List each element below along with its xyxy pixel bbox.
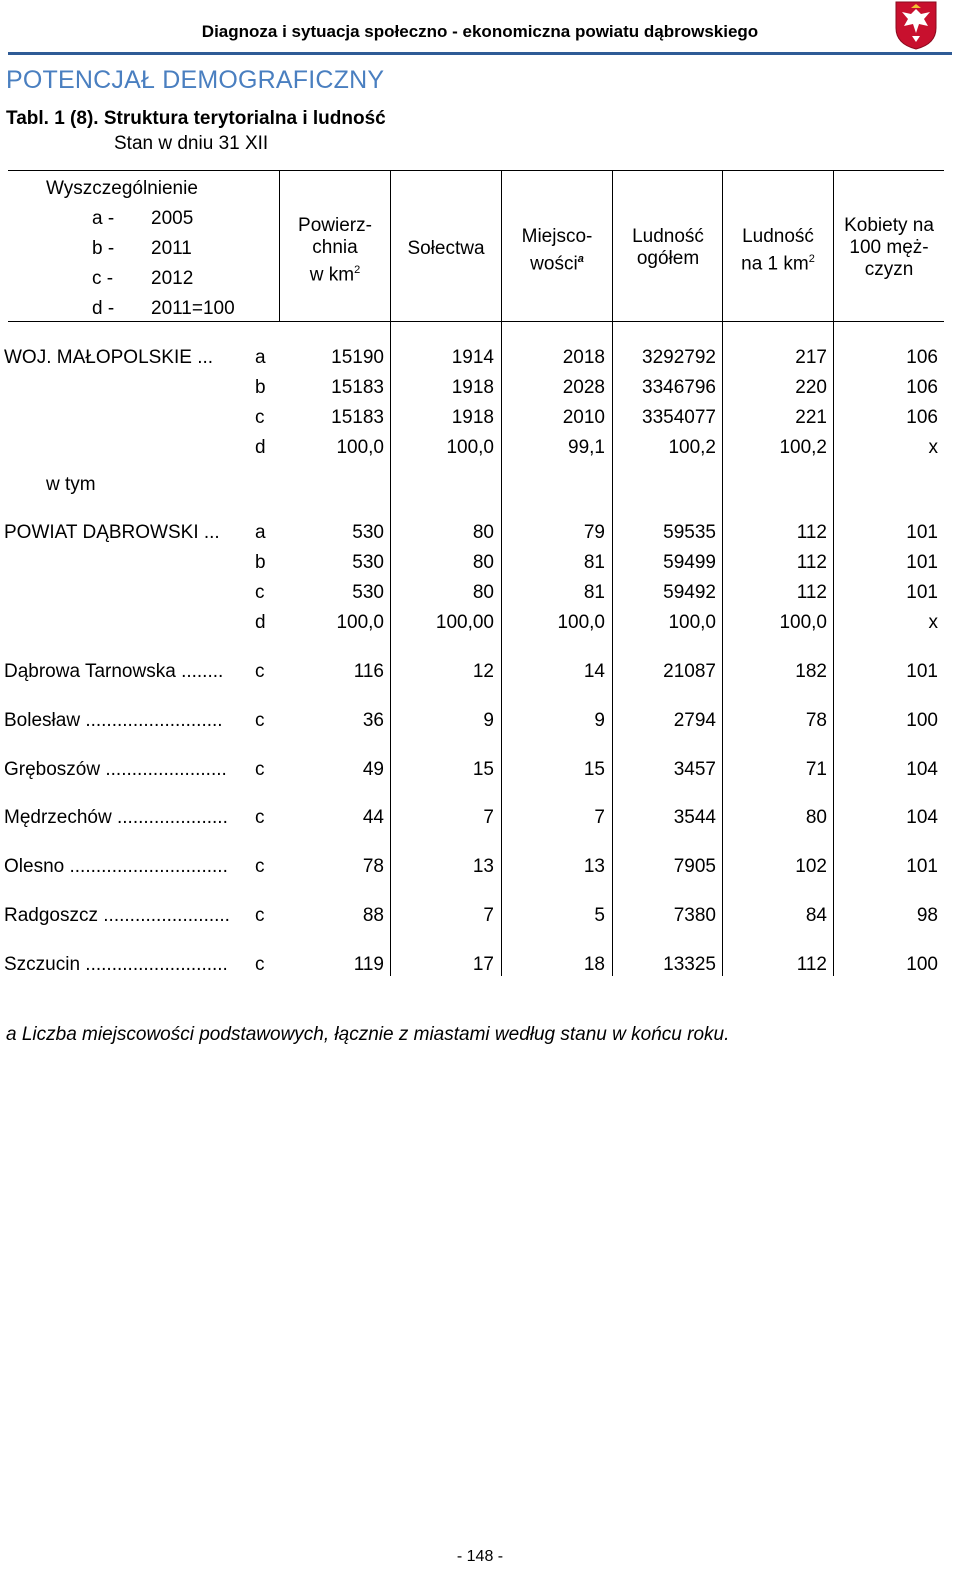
column-header-line: Miejsco-: [521, 226, 593, 247]
footnote-marker: a: [577, 253, 584, 265]
table-cell: 80: [472, 522, 494, 543]
legend-key: a -: [92, 208, 115, 229]
table-cell: 13: [472, 856, 494, 878]
table-cell: 100,2: [668, 437, 716, 458]
table-header-bottom-rule: [8, 321, 944, 322]
table-cell: 84: [805, 905, 827, 926]
column-header-line: [280, 259, 390, 286]
legend-key: d -: [92, 298, 115, 319]
table-cell: 78: [805, 709, 827, 731]
table-cell: 100,0: [336, 437, 384, 458]
table-cell: 106: [906, 377, 938, 398]
table-cell: 182: [795, 661, 827, 682]
table-cell: 1918: [451, 377, 494, 398]
table-cell: 100,0: [557, 612, 605, 633]
table-cell: 112: [796, 953, 827, 975]
table-cell: 7: [594, 807, 605, 829]
page-number: - 148 -: [456, 1548, 504, 1565]
row-key: c: [255, 582, 265, 603]
table-cell: 79: [583, 522, 605, 543]
superscript: 2: [354, 264, 361, 276]
table-subtitle: Stan w dniu 31 XII: [114, 133, 269, 154]
legend-value: 2011: [151, 238, 192, 259]
table-cell: 9: [594, 709, 605, 731]
table-cell: 5: [594, 905, 605, 926]
col-divider: [833, 321, 834, 976]
table-cell: 36: [362, 709, 384, 731]
table-cell: 104: [906, 758, 938, 780]
table-cell: 14: [583, 661, 605, 682]
table-cell: 100,0: [446, 437, 494, 458]
gmina-name: Olesno ..............................: [4, 856, 228, 878]
row-key: c: [255, 407, 265, 428]
table-cell: 81: [583, 582, 605, 603]
column-header-women-per-100-men: [834, 215, 944, 281]
gmina-name: Bolesław ..........................: [4, 709, 223, 731]
table-cell: 81: [583, 552, 605, 573]
table-cell: 80: [472, 552, 494, 573]
table-cell: 21087: [663, 661, 716, 682]
table-cell: 530: [352, 552, 384, 573]
row-key: d: [255, 437, 266, 458]
table-cell: 7380: [673, 905, 716, 926]
table-cell: 78: [362, 856, 384, 878]
row-key: c: [255, 758, 265, 780]
table-cell: 2028: [562, 377, 605, 398]
table-cell: 7: [483, 807, 494, 829]
column-header-line: 100 męż-: [849, 237, 929, 258]
column-header-ludnosc-ogolem: [613, 226, 723, 270]
table-cell: 106: [906, 347, 938, 368]
table-cell: 100,00: [435, 612, 494, 633]
table-cell: 88: [362, 905, 384, 926]
legend-key: b -: [92, 238, 115, 259]
table-cell: 101: [906, 661, 938, 682]
table-cell: 112: [796, 582, 827, 603]
table-cell: 101: [906, 522, 938, 543]
table-cell: 15183: [331, 407, 384, 428]
table-cell: 80: [805, 807, 827, 829]
legend-value: 2005: [151, 208, 194, 229]
table-cell: 80: [472, 582, 494, 603]
table-cell: 104: [906, 807, 938, 829]
table-cell: 12: [472, 661, 494, 682]
table-cell: 100,0: [668, 612, 716, 633]
row-key: c: [255, 661, 265, 682]
table-cell: 59492: [663, 582, 716, 603]
table-cell: 7905: [673, 856, 716, 878]
col-divider: [612, 321, 613, 976]
table-cell: 15190: [331, 347, 384, 368]
table-cell: 100: [906, 953, 938, 975]
table-cell: 99,1: [568, 437, 605, 458]
column-header-line: ogółem: [636, 248, 700, 269]
gmina-name: Szczucin ...........................: [4, 953, 228, 975]
table-cell: 3346796: [642, 377, 716, 398]
gmina-name: Dąbrowa Tarnowska ........: [4, 661, 224, 682]
table-cell: 59535: [663, 522, 716, 543]
legend-heading: Wyszczególnienie: [46, 178, 198, 199]
table-cell: 102: [795, 856, 827, 878]
col-divider: [501, 321, 502, 976]
legend-value: 2012: [151, 268, 194, 289]
column-header-line: [723, 248, 833, 275]
row-label: POWIAT DĄBROWSKI ...: [4, 522, 220, 543]
row-key: c: [255, 709, 265, 731]
column-header-line: czyzn: [864, 259, 914, 280]
table-cell: 100,0: [779, 612, 827, 633]
row-key: b: [255, 552, 266, 573]
column-header-line: chnia: [312, 237, 358, 258]
column-header-line: Ludność: [742, 226, 814, 247]
row-key: a: [255, 347, 266, 368]
table-cell: 1914: [451, 347, 494, 368]
table-cell: 15183: [331, 377, 384, 398]
table-cell: x: [928, 612, 938, 633]
column-header-text: w km: [309, 264, 355, 286]
table-cell: 101: [906, 856, 938, 878]
gmina-name: Radgoszcz ........................: [4, 905, 230, 926]
column-header-line: Ludność: [632, 226, 704, 247]
table-cell: 101: [906, 552, 938, 573]
column-header-line: [502, 248, 612, 275]
column-header-solectwa: Sołectwa: [407, 238, 485, 259]
gmina-name: Gręboszów .......................: [4, 758, 227, 780]
table-cell: 220: [795, 377, 827, 398]
gmina-name: Mędrzechów .....................: [4, 807, 228, 829]
malopolska-coat-of-arms-icon: [894, 0, 938, 50]
row-key: c: [255, 953, 265, 975]
column-header-line: Kobiety na: [844, 215, 934, 236]
table-cell: 119: [353, 953, 384, 975]
table-cell: 98: [916, 905, 938, 926]
table-cell: 3544: [673, 807, 716, 829]
superscript: 2: [808, 253, 815, 265]
table-top-rule: [8, 170, 944, 171]
row-key: a: [255, 522, 266, 543]
table-cell: 13: [583, 856, 605, 878]
column-header-line: Powierz-: [298, 215, 372, 236]
table-cell: 101: [906, 582, 938, 603]
table-cell: 106: [906, 407, 938, 428]
table-cell: 3457: [673, 758, 716, 780]
table-cell: 217: [795, 347, 827, 368]
col-divider: [722, 321, 723, 976]
document-header-title: Diagnoza i sytuacja społeczno - ekonomiczna powiatu dąbrowskiego: [201, 22, 759, 41]
table-cell: 2794: [673, 709, 716, 731]
table-cell: 15: [583, 758, 605, 780]
table-cell: 100,2: [779, 437, 827, 458]
table-cell: 116: [353, 661, 384, 682]
column-header-text: na 1 km: [741, 253, 809, 275]
table-cell: 530: [352, 522, 384, 543]
column-header-text: wości: [530, 253, 578, 275]
table-cell: 7: [483, 905, 494, 926]
table-cell: 9: [483, 709, 494, 731]
table-cell: 100: [906, 709, 938, 731]
table-cell: 44: [362, 807, 384, 829]
table-cell: 2010: [562, 407, 605, 428]
table-title: Tabl. 1 (8). Struktura terytorialna i ludność: [6, 108, 386, 129]
table-cell: 18: [583, 953, 605, 975]
table-cell: 100,0: [336, 612, 384, 633]
row-key: d: [255, 612, 266, 633]
table-footnote: a Liczba miejscowości podstawowych, łącznie z miastami według stanu w końcu roku.: [6, 1024, 730, 1045]
column-header-miejscowosci: [502, 226, 612, 275]
table-cell: 59499: [663, 552, 716, 573]
table-cell: 71: [805, 758, 827, 780]
table-cell: 2018: [562, 347, 605, 368]
section-title: POTENCJAŁ DEMOGRAFICZNY: [6, 66, 385, 94]
col-divider: [390, 321, 391, 976]
header-divider: [8, 52, 952, 55]
table-cell: 530: [352, 582, 384, 603]
table-cell: 221: [795, 407, 827, 428]
column-header-density: [723, 226, 833, 275]
row-key: c: [255, 856, 265, 878]
table-cell: 1918: [451, 407, 494, 428]
table-cell: 112: [796, 522, 827, 543]
table-cell: x: [928, 437, 938, 458]
table-cell: 3354077: [642, 407, 716, 428]
table-cell: 112: [796, 552, 827, 573]
row-key: c: [255, 905, 265, 926]
legend-key: c -: [92, 268, 114, 289]
row-label: WOJ. MAŁOPOLSKIE ...: [4, 347, 214, 368]
row-key: c: [255, 807, 265, 829]
row-key: b: [255, 377, 266, 398]
table-cell: 3292792: [642, 347, 716, 368]
wtym-label: w tym: [46, 474, 96, 495]
table-cell: 13325: [663, 953, 716, 975]
column-header-area: [280, 215, 390, 286]
table-cell: 15: [472, 758, 494, 780]
table-cell: 17: [472, 953, 494, 975]
legend-value: 2011=100: [151, 298, 235, 319]
table-cell: 49: [362, 758, 384, 780]
